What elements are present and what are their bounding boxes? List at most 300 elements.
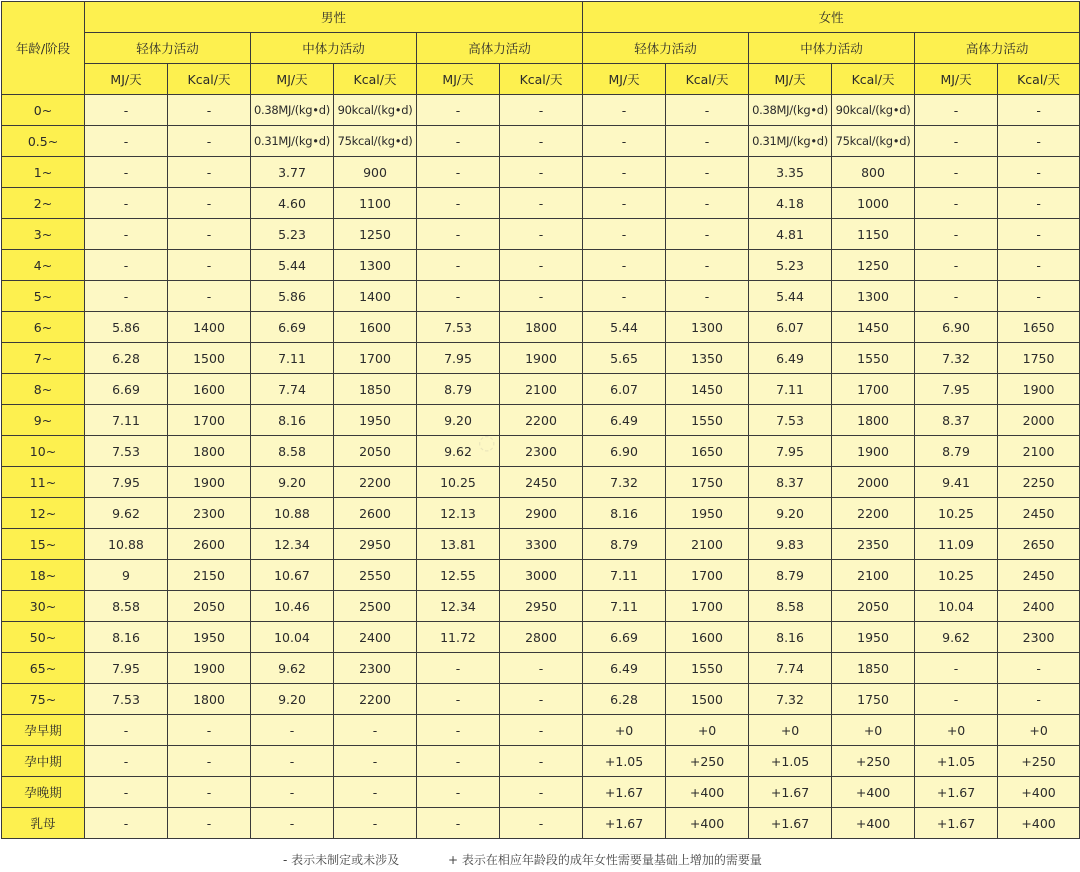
- age-stage-cell: 孕晚期: [2, 777, 85, 808]
- value-cell: 9.20: [251, 467, 334, 498]
- value-cell: +400: [998, 808, 1080, 839]
- value-cell: -: [998, 653, 1080, 684]
- value-cell: 10.04: [915, 591, 998, 622]
- table-row: [2, 95, 1080, 126]
- value-cell: -: [251, 715, 334, 746]
- value-cell: -: [85, 281, 168, 312]
- value-cell: +1.67: [583, 777, 666, 808]
- value-cell: 1550: [666, 405, 749, 436]
- value-cell: -: [998, 219, 1080, 250]
- value-cell: -: [417, 808, 500, 839]
- energy-requirement-table: [1, 1, 1080, 839]
- table-row: [2, 715, 1080, 746]
- footnote-dash: - 表示未制定或未涉及: [283, 853, 400, 867]
- header-row-activity: [2, 33, 1080, 64]
- value-cell: 0.31MJ/(kg•d): [251, 126, 334, 157]
- value-cell: -: [168, 777, 251, 808]
- value-cell: -: [417, 250, 500, 281]
- value-cell: 3300: [500, 529, 583, 560]
- value-cell: 2050: [334, 436, 417, 467]
- age-stage-cell: 5~: [2, 281, 85, 312]
- table-row: [2, 746, 1080, 777]
- value-cell: -: [583, 95, 666, 126]
- value-cell: -: [583, 126, 666, 157]
- table-row: [2, 653, 1080, 684]
- value-cell: 10.04: [251, 622, 334, 653]
- value-cell: 8.79: [417, 374, 500, 405]
- value-cell: -: [583, 188, 666, 219]
- value-cell: -: [85, 808, 168, 839]
- value-cell: 9.20: [749, 498, 832, 529]
- value-cell: 8.37: [915, 405, 998, 436]
- value-cell: -: [915, 157, 998, 188]
- value-cell: -: [168, 746, 251, 777]
- value-cell: 1600: [666, 622, 749, 653]
- value-cell: +1.05: [915, 746, 998, 777]
- value-cell: 2050: [168, 591, 251, 622]
- age-stage-cell: 9~: [2, 405, 85, 436]
- value-cell: +1.67: [749, 808, 832, 839]
- male-moderate-activity-header: 中体力活动: [251, 33, 417, 64]
- value-cell: -: [666, 188, 749, 219]
- value-cell: +1.67: [749, 777, 832, 808]
- unit-kcal-header: Kcal/天: [334, 64, 417, 95]
- value-cell: 7.32: [915, 343, 998, 374]
- value-cell: -: [85, 250, 168, 281]
- table-row: [2, 684, 1080, 715]
- value-cell: 1950: [334, 405, 417, 436]
- age-stage-cell: 6~: [2, 312, 85, 343]
- age-stage-cell: 15~: [2, 529, 85, 560]
- footnote: [0, 851, 1080, 869]
- value-cell: 6.90: [915, 312, 998, 343]
- value-cell: -: [915, 126, 998, 157]
- value-cell: 1900: [998, 374, 1080, 405]
- value-cell: -: [998, 126, 1080, 157]
- value-cell: 1950: [666, 498, 749, 529]
- value-cell: 1750: [832, 684, 915, 715]
- value-cell: 2200: [334, 684, 417, 715]
- value-cell: 5.86: [251, 281, 334, 312]
- value-cell: -: [168, 95, 251, 126]
- value-cell: -: [998, 157, 1080, 188]
- value-cell: +250: [998, 746, 1080, 777]
- value-cell: +400: [998, 777, 1080, 808]
- value-cell: 2600: [168, 529, 251, 560]
- table-row: [2, 436, 1080, 467]
- table-row: [2, 250, 1080, 281]
- value-cell: 2050: [832, 591, 915, 622]
- table-row: [2, 188, 1080, 219]
- value-cell: -: [666, 95, 749, 126]
- value-cell: -: [85, 715, 168, 746]
- value-cell: 7.95: [915, 374, 998, 405]
- age-stage-cell: 孕中期: [2, 746, 85, 777]
- value-cell: -: [417, 746, 500, 777]
- value-cell: -: [915, 684, 998, 715]
- value-cell: -: [85, 188, 168, 219]
- table-row: [2, 808, 1080, 839]
- value-cell: +1.67: [915, 808, 998, 839]
- value-cell: 1700: [334, 343, 417, 374]
- value-cell: 6.69: [583, 622, 666, 653]
- value-cell: 1850: [832, 653, 915, 684]
- value-cell: 6.07: [749, 312, 832, 343]
- value-cell: -: [168, 715, 251, 746]
- value-cell: 1900: [832, 436, 915, 467]
- value-cell: +400: [666, 777, 749, 808]
- value-cell: -: [666, 281, 749, 312]
- value-cell: -: [583, 219, 666, 250]
- value-cell: 8.58: [85, 591, 168, 622]
- value-cell: 7.11: [251, 343, 334, 374]
- value-cell: -: [583, 281, 666, 312]
- value-cell: 9.20: [417, 405, 500, 436]
- table-row: [2, 281, 1080, 312]
- value-cell: 1650: [998, 312, 1080, 343]
- value-cell: 1600: [168, 374, 251, 405]
- value-cell: -: [500, 157, 583, 188]
- table-row: [2, 529, 1080, 560]
- age-stage-cell: 12~: [2, 498, 85, 529]
- value-cell: +0: [583, 715, 666, 746]
- value-cell: 1500: [666, 684, 749, 715]
- age-stage-cell: 0.5~: [2, 126, 85, 157]
- value-cell: 9.20: [251, 684, 334, 715]
- value-cell: 7.53: [85, 684, 168, 715]
- value-cell: 90kcal/(kg•d): [334, 95, 417, 126]
- value-cell: 2150: [168, 560, 251, 591]
- value-cell: -: [417, 219, 500, 250]
- female-light-activity-header: 轻体力活动: [583, 33, 749, 64]
- value-cell: -: [334, 746, 417, 777]
- value-cell: -: [666, 250, 749, 281]
- value-cell: -: [417, 126, 500, 157]
- value-cell: 7.11: [749, 374, 832, 405]
- value-cell: 10.25: [915, 560, 998, 591]
- value-cell: -: [998, 684, 1080, 715]
- value-cell: -: [417, 188, 500, 219]
- value-cell: -: [417, 777, 500, 808]
- value-cell: 2400: [998, 591, 1080, 622]
- value-cell: -: [500, 808, 583, 839]
- value-cell: 2950: [500, 591, 583, 622]
- value-cell: 3.77: [251, 157, 334, 188]
- value-cell: 5.44: [583, 312, 666, 343]
- value-cell: 4.81: [749, 219, 832, 250]
- value-cell: -: [583, 157, 666, 188]
- value-cell: -: [998, 188, 1080, 219]
- value-cell: 6.07: [583, 374, 666, 405]
- value-cell: 1550: [832, 343, 915, 374]
- unit-mj-header: MJ/天: [583, 64, 666, 95]
- value-cell: 1800: [168, 436, 251, 467]
- value-cell: -: [915, 250, 998, 281]
- table-row: [2, 560, 1080, 591]
- value-cell: 1800: [500, 312, 583, 343]
- age-stage-header: 年龄/阶段: [2, 2, 85, 95]
- table-row: [2, 777, 1080, 808]
- value-cell: 9.62: [915, 622, 998, 653]
- value-cell: -: [666, 157, 749, 188]
- value-cell: 1300: [666, 312, 749, 343]
- value-cell: 1750: [998, 343, 1080, 374]
- value-cell: 8.58: [749, 591, 832, 622]
- value-cell: -: [168, 126, 251, 157]
- value-cell: 900: [334, 157, 417, 188]
- value-cell: -: [168, 281, 251, 312]
- value-cell: -: [583, 250, 666, 281]
- value-cell: -: [915, 219, 998, 250]
- value-cell: 1750: [666, 467, 749, 498]
- unit-mj-header: MJ/天: [85, 64, 168, 95]
- unit-kcal-header: Kcal/天: [168, 64, 251, 95]
- value-cell: -: [500, 715, 583, 746]
- value-cell: 6.49: [583, 405, 666, 436]
- table-row: [2, 467, 1080, 498]
- value-cell: -: [500, 746, 583, 777]
- footnote-plus: + 表示在相应年龄段的成年女性需要量基础上增加的需要量: [448, 853, 762, 867]
- age-stage-cell: 75~: [2, 684, 85, 715]
- value-cell: 1850: [334, 374, 417, 405]
- value-cell: 800: [832, 157, 915, 188]
- value-cell: 1450: [666, 374, 749, 405]
- value-cell: 1700: [666, 560, 749, 591]
- value-cell: 11.72: [417, 622, 500, 653]
- age-stage-cell: 孕早期: [2, 715, 85, 746]
- header-row-sex: [2, 2, 1080, 33]
- watermark-icon: ◌: [478, 430, 496, 454]
- value-cell: 7.95: [85, 467, 168, 498]
- value-cell: 9.62: [417, 436, 500, 467]
- value-cell: 2200: [500, 405, 583, 436]
- value-cell: 1400: [168, 312, 251, 343]
- value-cell: 2600: [334, 498, 417, 529]
- value-cell: 2450: [500, 467, 583, 498]
- value-cell: -: [500, 684, 583, 715]
- value-cell: 1900: [168, 467, 251, 498]
- value-cell: -: [168, 808, 251, 839]
- value-cell: 5.44: [251, 250, 334, 281]
- age-stage-cell: 65~: [2, 653, 85, 684]
- value-cell: 7.74: [749, 653, 832, 684]
- value-cell: 8.58: [251, 436, 334, 467]
- male-heavy-activity-header: 高体力活动: [417, 33, 583, 64]
- value-cell: 90kcal/(kg•d): [832, 95, 915, 126]
- male-header: 男性: [85, 2, 583, 33]
- value-cell: 7.95: [749, 436, 832, 467]
- value-cell: 6.49: [749, 343, 832, 374]
- value-cell: -: [500, 95, 583, 126]
- age-stage-cell: 3~: [2, 219, 85, 250]
- unit-mj-header: MJ/天: [417, 64, 500, 95]
- age-stage-cell: 50~: [2, 622, 85, 653]
- value-cell: 8.79: [915, 436, 998, 467]
- value-cell: -: [85, 157, 168, 188]
- value-cell: 8.79: [583, 529, 666, 560]
- value-cell: -: [915, 188, 998, 219]
- value-cell: 10.88: [85, 529, 168, 560]
- value-cell: 10.25: [417, 467, 500, 498]
- value-cell: +0: [666, 715, 749, 746]
- value-cell: 2900: [500, 498, 583, 529]
- value-cell: 2100: [832, 560, 915, 591]
- unit-mj-header: MJ/天: [915, 64, 998, 95]
- value-cell: -: [168, 250, 251, 281]
- table-row: [2, 498, 1080, 529]
- age-stage-cell: 1~: [2, 157, 85, 188]
- value-cell: 8.37: [749, 467, 832, 498]
- value-cell: 2400: [334, 622, 417, 653]
- energy-table-container: [1, 1, 1079, 839]
- value-cell: 2100: [666, 529, 749, 560]
- value-cell: 4.18: [749, 188, 832, 219]
- value-cell: +400: [832, 777, 915, 808]
- value-cell: 1550: [666, 653, 749, 684]
- value-cell: 2300: [168, 498, 251, 529]
- value-cell: 4.60: [251, 188, 334, 219]
- value-cell: -: [251, 777, 334, 808]
- value-cell: -: [500, 281, 583, 312]
- value-cell: 1350: [666, 343, 749, 374]
- value-cell: -: [666, 219, 749, 250]
- value-cell: 75kcal/(kg•d): [832, 126, 915, 157]
- value-cell: -: [85, 746, 168, 777]
- value-cell: 5.44: [749, 281, 832, 312]
- value-cell: -: [417, 715, 500, 746]
- value-cell: 2650: [998, 529, 1080, 560]
- value-cell: 6.69: [85, 374, 168, 405]
- value-cell: -: [334, 777, 417, 808]
- female-moderate-activity-header: 中体力活动: [749, 33, 915, 64]
- value-cell: 9.62: [251, 653, 334, 684]
- value-cell: 2950: [334, 529, 417, 560]
- value-cell: 7.53: [85, 436, 168, 467]
- unit-kcal-header: Kcal/天: [500, 64, 583, 95]
- value-cell: 2350: [832, 529, 915, 560]
- value-cell: 2000: [998, 405, 1080, 436]
- value-cell: -: [417, 157, 500, 188]
- value-cell: 1450: [832, 312, 915, 343]
- value-cell: 0.38MJ/(kg•d): [251, 95, 334, 126]
- value-cell: -: [500, 777, 583, 808]
- value-cell: +1.05: [583, 746, 666, 777]
- value-cell: 1700: [168, 405, 251, 436]
- table-row: [2, 126, 1080, 157]
- value-cell: 2300: [500, 436, 583, 467]
- unit-mj-header: MJ/天: [251, 64, 334, 95]
- value-cell: -: [500, 250, 583, 281]
- age-stage-cell: 2~: [2, 188, 85, 219]
- value-cell: 2500: [334, 591, 417, 622]
- table-body: [2, 95, 1080, 839]
- female-heavy-activity-header: 高体力活动: [915, 33, 1080, 64]
- value-cell: 1800: [832, 405, 915, 436]
- male-light-activity-header: 轻体力活动: [85, 33, 251, 64]
- value-cell: 10.88: [251, 498, 334, 529]
- value-cell: 12.13: [417, 498, 500, 529]
- value-cell: 1700: [832, 374, 915, 405]
- value-cell: 8.79: [749, 560, 832, 591]
- value-cell: 2550: [334, 560, 417, 591]
- value-cell: -: [417, 684, 500, 715]
- value-cell: 2000: [832, 467, 915, 498]
- value-cell: 2300: [334, 653, 417, 684]
- value-cell: 6.90: [583, 436, 666, 467]
- value-cell: 8.16: [85, 622, 168, 653]
- table-row: [2, 405, 1080, 436]
- value-cell: -: [500, 219, 583, 250]
- value-cell: 8.16: [583, 498, 666, 529]
- value-cell: -: [417, 281, 500, 312]
- value-cell: -: [915, 95, 998, 126]
- value-cell: -: [85, 126, 168, 157]
- value-cell: 7.74: [251, 374, 334, 405]
- value-cell: 9.62: [85, 498, 168, 529]
- value-cell: 0.38MJ/(kg•d): [749, 95, 832, 126]
- value-cell: 1100: [334, 188, 417, 219]
- value-cell: 10.46: [251, 591, 334, 622]
- value-cell: 75kcal/(kg•d): [334, 126, 417, 157]
- value-cell: 12.34: [417, 591, 500, 622]
- value-cell: -: [417, 95, 500, 126]
- value-cell: -: [915, 653, 998, 684]
- table-row: [2, 591, 1080, 622]
- value-cell: 9.83: [749, 529, 832, 560]
- value-cell: 2250: [998, 467, 1080, 498]
- value-cell: +250: [666, 746, 749, 777]
- header-row-units: [2, 64, 1080, 95]
- value-cell: 2100: [998, 436, 1080, 467]
- value-cell: -: [998, 95, 1080, 126]
- age-stage-cell: 30~: [2, 591, 85, 622]
- value-cell: 1600: [334, 312, 417, 343]
- value-cell: 2300: [998, 622, 1080, 653]
- age-stage-cell: 7~: [2, 343, 85, 374]
- value-cell: -: [915, 281, 998, 312]
- age-stage-cell: 8~: [2, 374, 85, 405]
- value-cell: -: [334, 808, 417, 839]
- value-cell: 1150: [832, 219, 915, 250]
- value-cell: 2450: [998, 560, 1080, 591]
- value-cell: 7.95: [85, 653, 168, 684]
- value-cell: 1900: [500, 343, 583, 374]
- value-cell: 11.09: [915, 529, 998, 560]
- value-cell: -: [85, 219, 168, 250]
- value-cell: 7.32: [583, 467, 666, 498]
- value-cell: +0: [915, 715, 998, 746]
- value-cell: +1.67: [583, 808, 666, 839]
- value-cell: 3000: [500, 560, 583, 591]
- value-cell: 7.53: [417, 312, 500, 343]
- value-cell: 5.23: [749, 250, 832, 281]
- value-cell: +0: [998, 715, 1080, 746]
- value-cell: 8.16: [749, 622, 832, 653]
- value-cell: 3.35: [749, 157, 832, 188]
- value-cell: -: [251, 746, 334, 777]
- value-cell: 1800: [168, 684, 251, 715]
- value-cell: 1250: [334, 219, 417, 250]
- unit-kcal-header: Kcal/天: [666, 64, 749, 95]
- value-cell: 0.31MJ/(kg•d): [749, 126, 832, 157]
- value-cell: 8.16: [251, 405, 334, 436]
- age-stage-cell: 11~: [2, 467, 85, 498]
- value-cell: -: [998, 250, 1080, 281]
- value-cell: 10.67: [251, 560, 334, 591]
- value-cell: 9.41: [915, 467, 998, 498]
- value-cell: 9: [85, 560, 168, 591]
- value-cell: 7.53: [749, 405, 832, 436]
